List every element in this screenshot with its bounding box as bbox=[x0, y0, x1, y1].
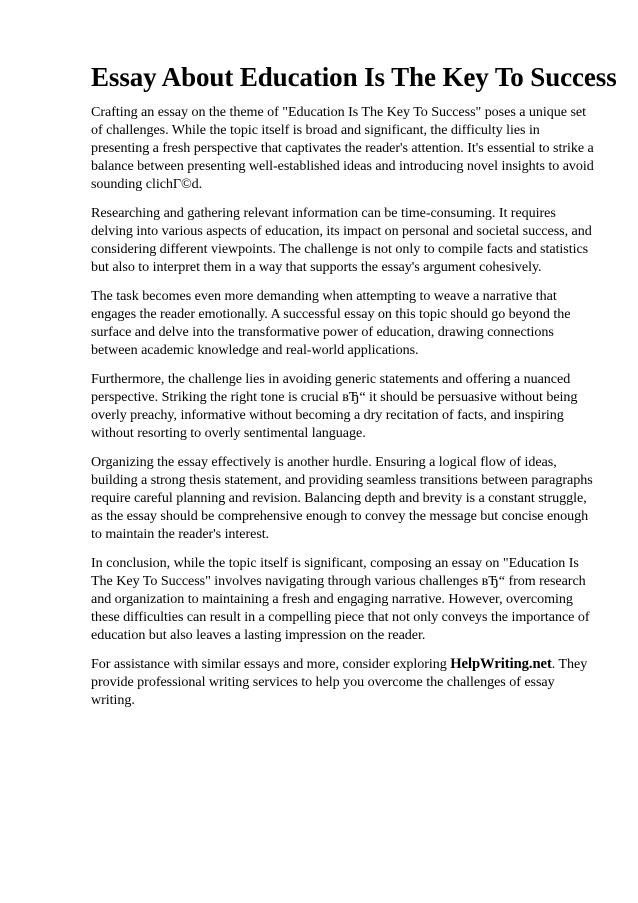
paragraph-6: In conclusion, while the topic itself is significant, composing an essay on "Education Is The Key To Success" involves navigating through various challenges вЂ“ from research and organization to maintaining a fresh and engaging narrative. However, overcoming these difficulties can result in a compelling piece that not only conveys the importance of education but also leaves a lasting impression on the reader. bbox=[91, 555, 590, 643]
closing-text-after: . They provide professional writing services to help you overcome the challenges of essay writing. bbox=[91, 656, 588, 708]
paragraph-4: Furthermore, the challenge lies in avoiding generic statements and offering a nuanced perspective. Striking the right tone is crucial вЂ“ it should be persuasive without being overly preachy, informative without becoming a dry recitation of facts, and inspiring without resorting to overly sentimental language. bbox=[91, 371, 578, 441]
closing-paragraph bbox=[91, 655, 601, 709]
paragraph-5: Organizing the essay effectively is another hurdle. Ensuring a logical flow of ideas, building a strong thesis statement, and providing seamless transitions between paragraphs require careful planning and revision. Balancing depth and brevity is a constant struggle, as the essay should be comprehensive enough to convey the message but concise enough to maintain the reader's interest. bbox=[91, 454, 593, 542]
document-title: Essay About Education Is The Key To Success bbox=[91, 62, 617, 92]
paragraph-1: Crafting an essay on the theme of "Education Is The Key To Success" poses a unique set of challenges. While the topic itself is broad and significant, the difficulty lies in presenting a fresh perspective that captivates the reader's attention. It's essential to strike a balance between presenting well-established ideas and introducing novel insights to avoid sounding clichГ©d. bbox=[91, 104, 594, 192]
document-page bbox=[91, 60, 617, 720]
paragraph-2: Researching and gathering relevant information can be time-consuming. It requires delving into various aspects of education, its impact on personal and societal success, and considering different viewpoints. The challenge is not only to compile facts and statistics but also to interpret them in a way that supports the essay's argument cohesively. bbox=[91, 205, 592, 275]
paragraph-3: The task becomes even more demanding when attempting to weave a narrative that engages the reader emotionally. A successful essay on this topic should go beyond the surface and delve into the transformative power of education, drawing connections between academic knowledge and real-world applications. bbox=[91, 288, 571, 358]
closing-text-before: For assistance with similar essays and more, consider exploring bbox=[91, 656, 451, 672]
helpwriting-link[interactable]: HelpWriting.net bbox=[450, 656, 552, 672]
